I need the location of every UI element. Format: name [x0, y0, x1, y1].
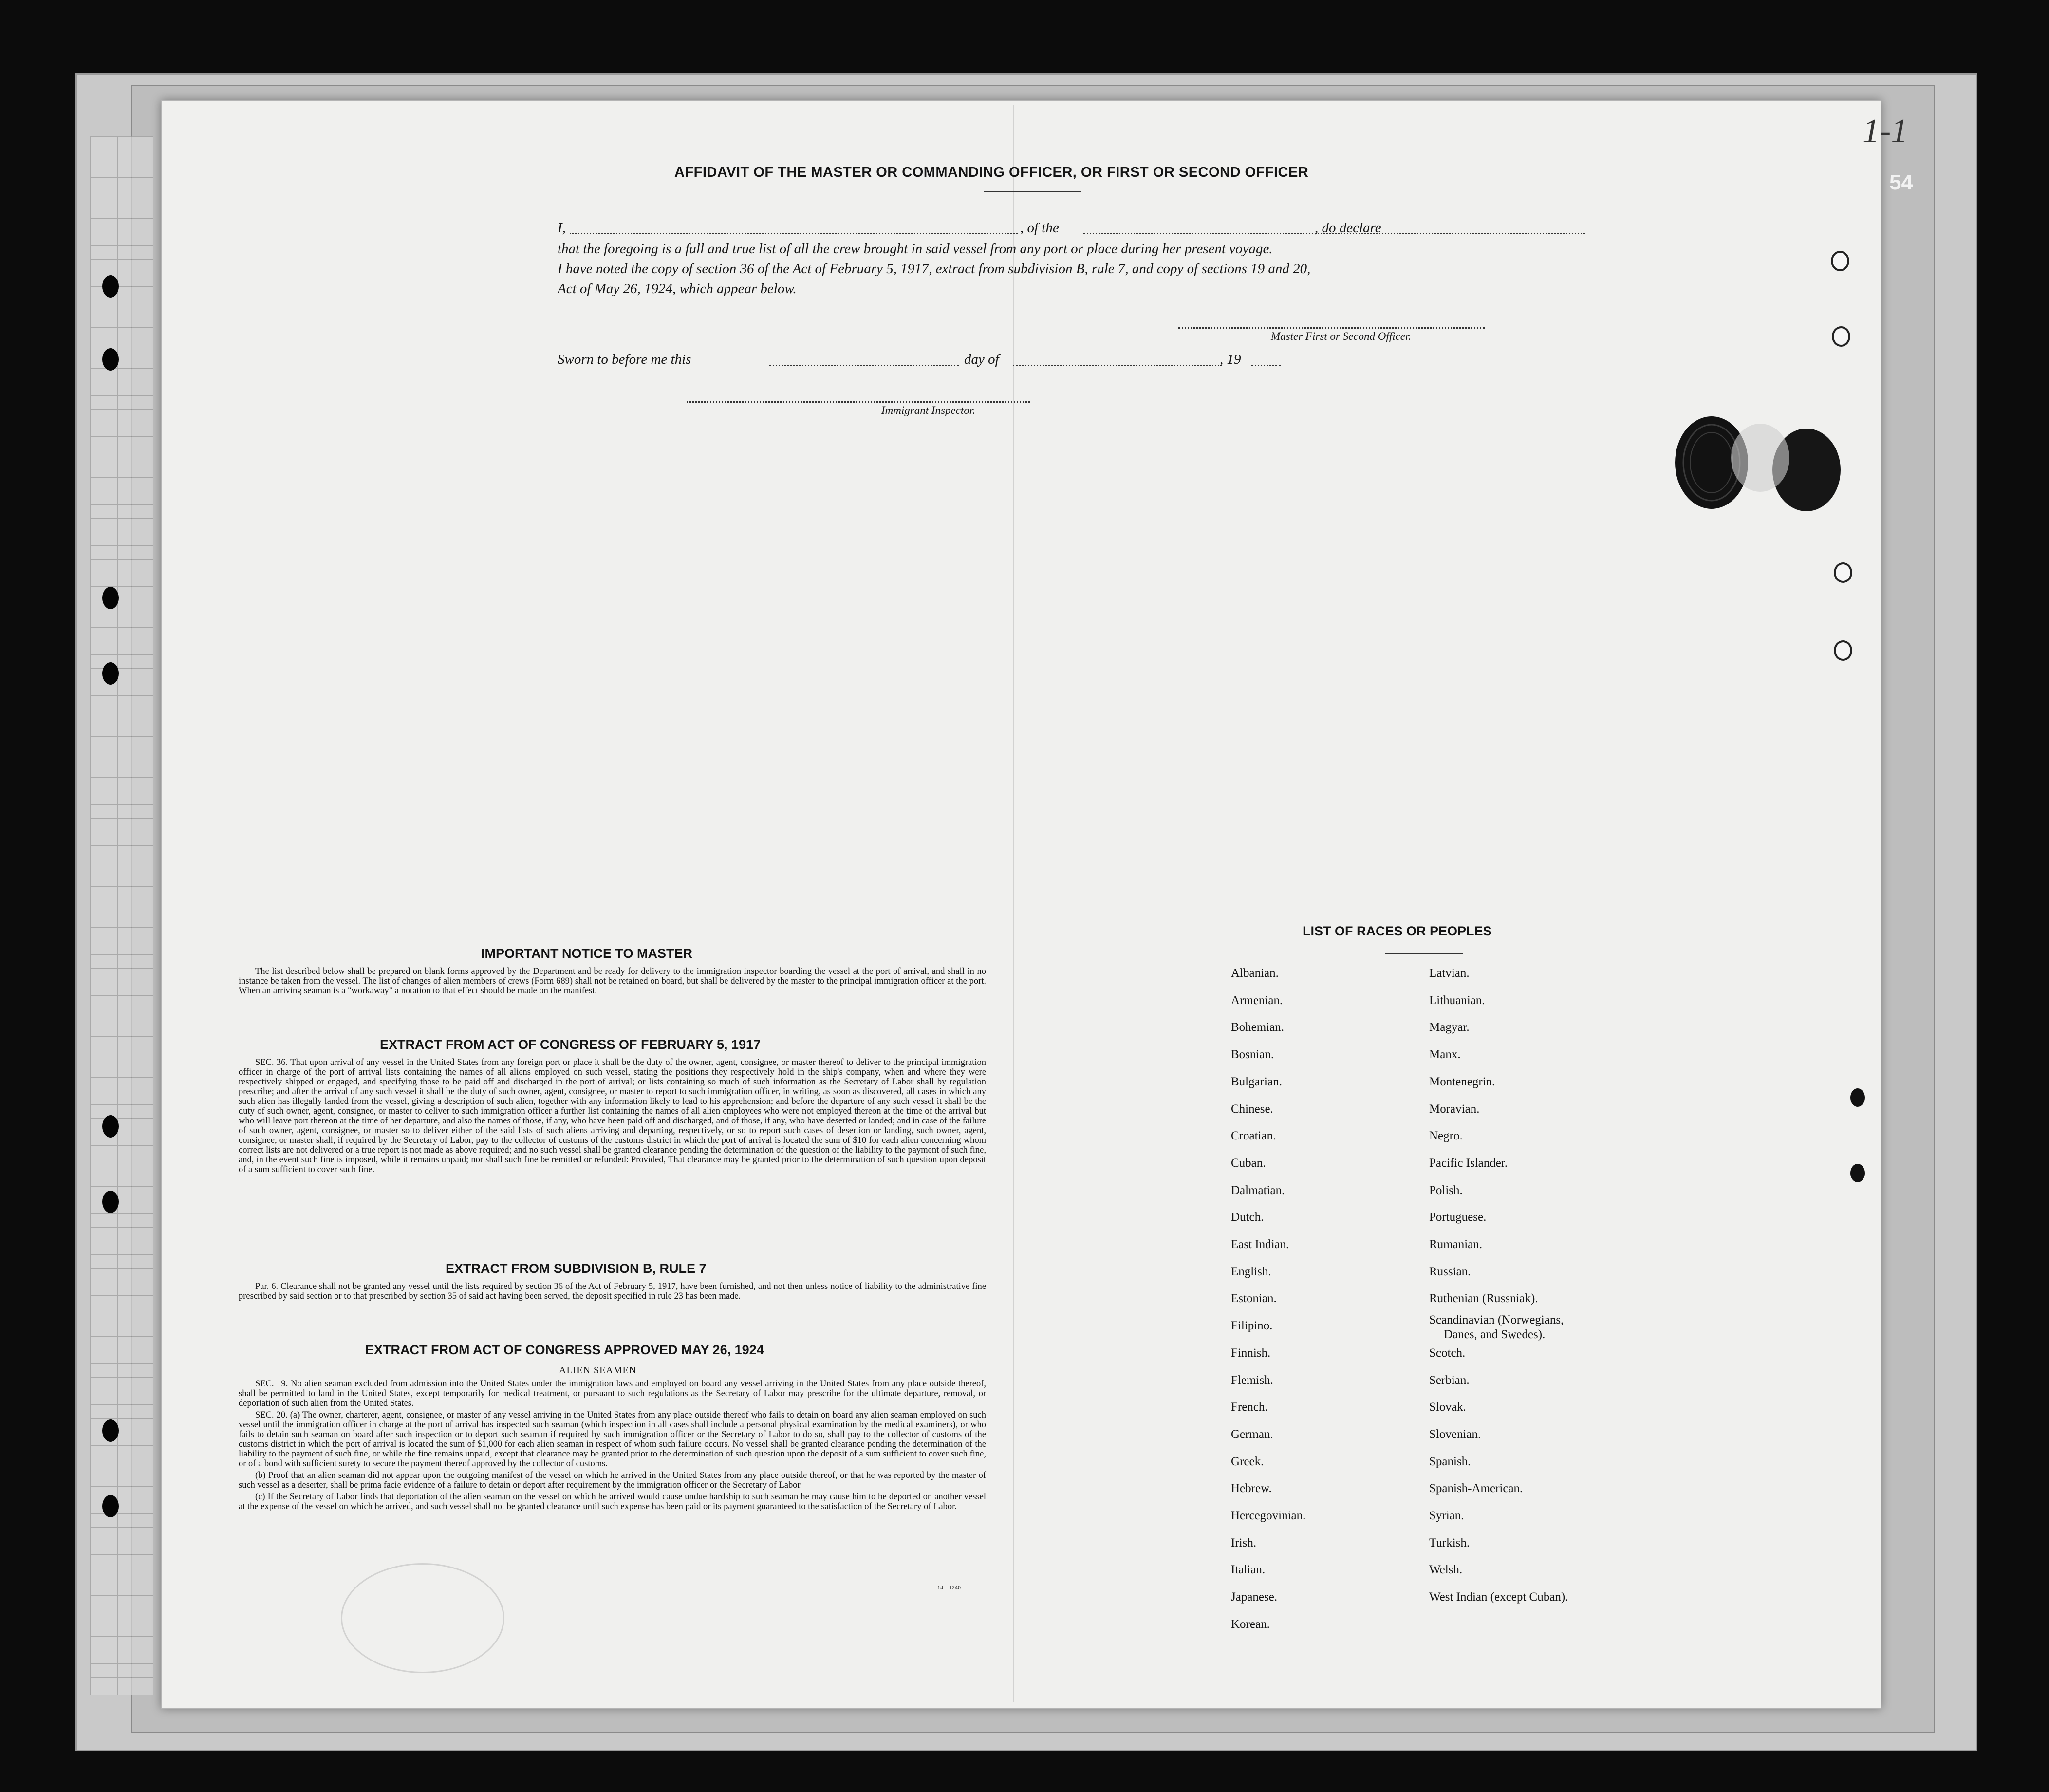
race-item: Estonian.: [1231, 1292, 1277, 1306]
race-item: Russian.: [1429, 1265, 1471, 1278]
race-item: Chinese.: [1231, 1102, 1273, 1116]
race-item: Magyar.: [1429, 1021, 1470, 1034]
master-signature-blank: [1178, 327, 1485, 329]
race-item: French.: [1231, 1400, 1268, 1414]
race-item: Italian.: [1231, 1563, 1266, 1577]
race-item: Korean.: [1231, 1617, 1270, 1631]
binder-hole: [102, 587, 119, 609]
race-item: Greek.: [1231, 1455, 1264, 1468]
races-title: LIST OF RACES OR PEOPLES: [1303, 924, 1492, 938]
affidavit-of-the: , of the: [1020, 220, 1059, 236]
binder-hole: [102, 1191, 119, 1213]
race-item: Bohemian.: [1231, 1021, 1285, 1034]
race-item: Hercegovinian.: [1231, 1509, 1306, 1522]
race-item: Pacific Islander.: [1429, 1156, 1508, 1170]
binder-ring: [1832, 326, 1850, 347]
race-item: Latvian.: [1429, 967, 1470, 980]
race-item: Scandinavian (Norwegians,: [1429, 1313, 1564, 1327]
master-label: Master First or Second Officer.: [1271, 330, 1412, 342]
binder-ring: [1834, 640, 1852, 661]
race-item: Negro.: [1429, 1129, 1463, 1143]
binder-hole: [102, 1495, 119, 1517]
corner-annotation: 1-1: [1863, 112, 1908, 150]
graph-paper-strip: [90, 136, 153, 1695]
extract-1924-title: EXTRACT FROM ACT OF CONGRESS APPROVED MAY 26, 1924: [365, 1343, 764, 1357]
sec-20b-paragraph: (b) Proof that an alien seaman did not appear upon the outgoing manifest of the vessel on which he arrived in the United States from any place outside thereof, or that he was reported by the master of such vessel as a deserter, shall be prima facie evidence of a failure to detain or deport after requirement by the immigration officer or the Secretary of Labor.: [239, 1471, 986, 1490]
race-item: Scotch.: [1429, 1346, 1466, 1360]
notice-title: IMPORTANT NOTICE TO MASTER: [481, 946, 692, 961]
race-item: Finnish.: [1231, 1346, 1271, 1360]
page-number: 54: [1889, 170, 1913, 194]
extract-rule7-body: [239, 1282, 986, 1303]
races-title-rule: [1385, 953, 1463, 954]
extract-rule7-title: EXTRACT FROM SUBDIVISION B, RULE 7: [446, 1261, 707, 1276]
binder-hole: [1850, 1088, 1865, 1107]
race-item: Turkish.: [1429, 1536, 1470, 1549]
race-item: Manx.: [1429, 1048, 1461, 1062]
affidavit-do-declare: , do declare: [1315, 220, 1381, 236]
race-item: English.: [1231, 1265, 1271, 1278]
race-item: West Indian (except Cuban).: [1429, 1590, 1568, 1604]
race-item: Welsh.: [1429, 1563, 1463, 1577]
faint-seal-impression: [341, 1563, 504, 1673]
race-item: Montenegrin.: [1429, 1075, 1495, 1088]
race-item: Dutch.: [1231, 1211, 1264, 1224]
race-item: Ruthenian (Russniak).: [1429, 1292, 1538, 1306]
race-item: Syrian.: [1429, 1509, 1464, 1522]
race-item: Portuguese.: [1429, 1211, 1487, 1224]
extract-1924-body: [239, 1379, 986, 1513]
binder-hole: [102, 1115, 119, 1138]
center-fold: [1013, 105, 1014, 1702]
race-item: Dalmatian.: [1231, 1183, 1285, 1197]
race-item: Spanish-American.: [1429, 1482, 1523, 1495]
wax-seal-stamp: [1665, 390, 1860, 536]
race-item: Filipino.: [1231, 1319, 1273, 1333]
race-item: Danes, and Swedes).: [1444, 1328, 1546, 1342]
race-item: German.: [1231, 1427, 1273, 1441]
affidavit-line-2: that the foregoing is a full and true list of all the crew brought in said vessel from any port or place during her present voyage.: [558, 241, 1273, 257]
notice-paragraph: The list described below shall be prepared on blank forms approved by the Department and be ready for delivery to the immigration inspector boarding the vessel at the port of arrival, and shall in no instance be taken from the vessel. The list of changes of alien members of crews (Form 689) shall not be retained on board, but shall be delivered by the master to the principal immigration officer at the port. When an arriving seaman is a "workaway" a notation to that effect should be made on the manifest.: [239, 967, 986, 996]
alien-seamen-subtitle: ALIEN SEAMEN: [559, 1365, 637, 1376]
binder-ring: [1834, 562, 1852, 583]
affidavit-title: AFFIDAVIT OF THE MASTER OR COMMANDING OFFICER, OR FIRST OR SECOND OFFICER: [674, 165, 1309, 180]
year-label: , 19: [1220, 352, 1241, 367]
binder-hole: [1850, 1164, 1865, 1182]
sec-20c-paragraph: (c) If the Secretary of Labor finds that deportation of the alien seaman on the vessel on which he arrived would cause undue hardship to such seaman he may cause him to be deported on another vessel at the expense of the vessel on which he arrived, and such vessel shall not be granted clearance until such expense has been paid or its payment guaranteed to the satisfaction of the Secretary of Labor.: [239, 1492, 986, 1512]
par-6-paragraph: Par. 6. Clearance shall not be granted any vessel until the lists required by section 36 of the Act of February 5, 1917, have been furnished, and not then unless notice of liability to the administrative fine prescribed by said section or to that prescribed by section 35 of said act having been served, the deposit specified in rule 23 has been made.: [239, 1282, 986, 1301]
form-number: 14—1240: [937, 1584, 961, 1591]
race-item: Hebrew.: [1231, 1482, 1272, 1495]
race-item: Albanian.: [1231, 967, 1279, 980]
binder-hole: [102, 275, 119, 298]
race-item: Slovenian.: [1429, 1427, 1481, 1441]
race-item: Moravian.: [1429, 1102, 1480, 1116]
sworn-date-blank: [769, 365, 959, 366]
affidavit-i: I,: [558, 220, 566, 236]
race-item: Slovak.: [1429, 1400, 1466, 1414]
name-blank: [570, 233, 1018, 234]
race-item: Polish.: [1429, 1183, 1463, 1197]
sec-20a-paragraph: SEC. 20. (a) The owner, charterer, agent, consignee, or master of any vessel arriving in the United States from any place outside thereof who fails to detain on board any alien seaman employed on such vessel until the immigration officer in charge at the port of arrival has inspected such seaman (which inspection in all cases shall include a personal physical examination by the medical examiners), or who fails to detain such seaman on board after such inspection or to deport such seaman if required by such immigration officer or the Secretary of Labor to do so, shall pay to the collector of customs of the customs district in which the port of arrival is located the sum of $1,000 for each alien seaman in respect of whom such failure occurs. No vessel shall be granted clearance pending the determination of the liability to the payment of such fine, or while the fine remains unpaid, except that clearance may be granted prior to the determination of such question upon the deposit of a sum sufficient to cover such fine, or of a bond with sufficient surety to secure the payment thereof approved by the collector of customs.: [239, 1410, 986, 1469]
extract-1917-title: EXTRACT FROM ACT OF CONGRESS OF FEBRUARY 5, 1917: [380, 1037, 761, 1052]
day-of-label: day of: [964, 352, 999, 367]
notice-body: [239, 967, 986, 998]
race-item: Spanish.: [1429, 1455, 1471, 1468]
race-item: Cuban.: [1231, 1156, 1266, 1170]
race-item: Lithuanian.: [1429, 993, 1485, 1007]
inspector-signature-blank: [687, 401, 1030, 403]
affidavit-line-4: Act of May 26, 1924, which appear below.: [558, 281, 797, 297]
sworn-label: Sworn to before me this: [558, 352, 691, 367]
title-rule: [984, 191, 1081, 192]
race-item: Serbian.: [1429, 1373, 1470, 1387]
race-item: Armenian.: [1231, 993, 1283, 1007]
race-item: Irish.: [1231, 1536, 1257, 1549]
extract-1917-body: [239, 1058, 986, 1176]
race-item: East Indian.: [1231, 1238, 1289, 1251]
binder-hole: [102, 1419, 119, 1442]
race-item: Japanese.: [1231, 1590, 1278, 1604]
race-item: Rumanian.: [1429, 1238, 1483, 1251]
race-item: Bulgarian.: [1231, 1075, 1282, 1088]
race-item: Bosnian.: [1231, 1048, 1274, 1062]
inspector-label: Immigrant Inspector.: [881, 404, 975, 416]
affidavit-line-3: I have noted the copy of section 36 of the Act of February 5, 1917, extract from subdivision B, rule 7, and copy of sections 19 and 20,: [558, 261, 1311, 277]
race-item: Flemish.: [1231, 1373, 1273, 1387]
sec-19-paragraph: SEC. 19. No alien seaman excluded from admission into the United States under the immigration laws and employed on board any vessel arriving in the United States from any place outside thereof, shall be permitted to land in the United States, except temporarily for medical treatment, or pursuant to such regulations as the Secretary of Labor may prescribe for the ultimate departure, removal, or deportation of such alien from the United States.: [239, 1379, 986, 1408]
year-blank: [1251, 365, 1281, 366]
binder-hole: [102, 662, 119, 685]
binder-hole: [102, 348, 119, 371]
binder-ring: [1831, 251, 1849, 271]
race-item: Croatian.: [1231, 1129, 1276, 1143]
month-blank: [1013, 365, 1222, 366]
sec-36-paragraph: SEC. 36. That upon arrival of any vessel in the United States from any foreign port or place it shall be the duty of the owner, agent, consignee, or master thereof to deliver to the principal immigration officer in charge of the port of arrival lists containing the names of all aliens employed on such vessel, stating the positions they respectively hold in the ship's company, when and where they were respectively shipped or engaged, and specifying those to be paid off and discharged in the port of arrival; or lists containing so much of such information as the Secretary of Labor shall by regulation prescribe; and after the arrival of any such vessel it shall be the duty of such owner, agent, consignee, or master to report to such immigration officer, in writing, as soon as discovered, all cases in which any such alien has illegally landed from the vessel, giving a description of such alien, together with any information likely to lead to his apprehension; and before the departure of any such vessel it shall be the duty of such owner, agent, consignee, or master to deliver to such immigration officer a further list containing the names of all alien employees who were not employed thereon at the time of the arrival but who will leave port thereon at the time of her departure, and also the names of those, if any, who have been paid off and discharged, and of those, if any, who have deserted or landed; and in case of the failure of such owner, agent, consignee, or master so to deliver either of the said lists of such aliens arriving and departing, respectively, or so to report such cases of desertion or landing, such owner, agent, consignee, or master shall, if required by the Secretary of Labor, pay to the collector of customs of the customs district in which the port of arrival is located the sum of $10 for each alien concerning whom correct lists are not delivered or a true report is not made as above required; and no such vessel shall be granted clearance pending the determination of the question of the liability to the payment of such fine, and, in the event such fine is imposed, while it remains unpaid; nor shall such fine be remitted or refunded: Provided, That clearance may be granted prior to the determination of such question upon deposit of a sum sufficient to cover such fine.: [239, 1058, 986, 1175]
